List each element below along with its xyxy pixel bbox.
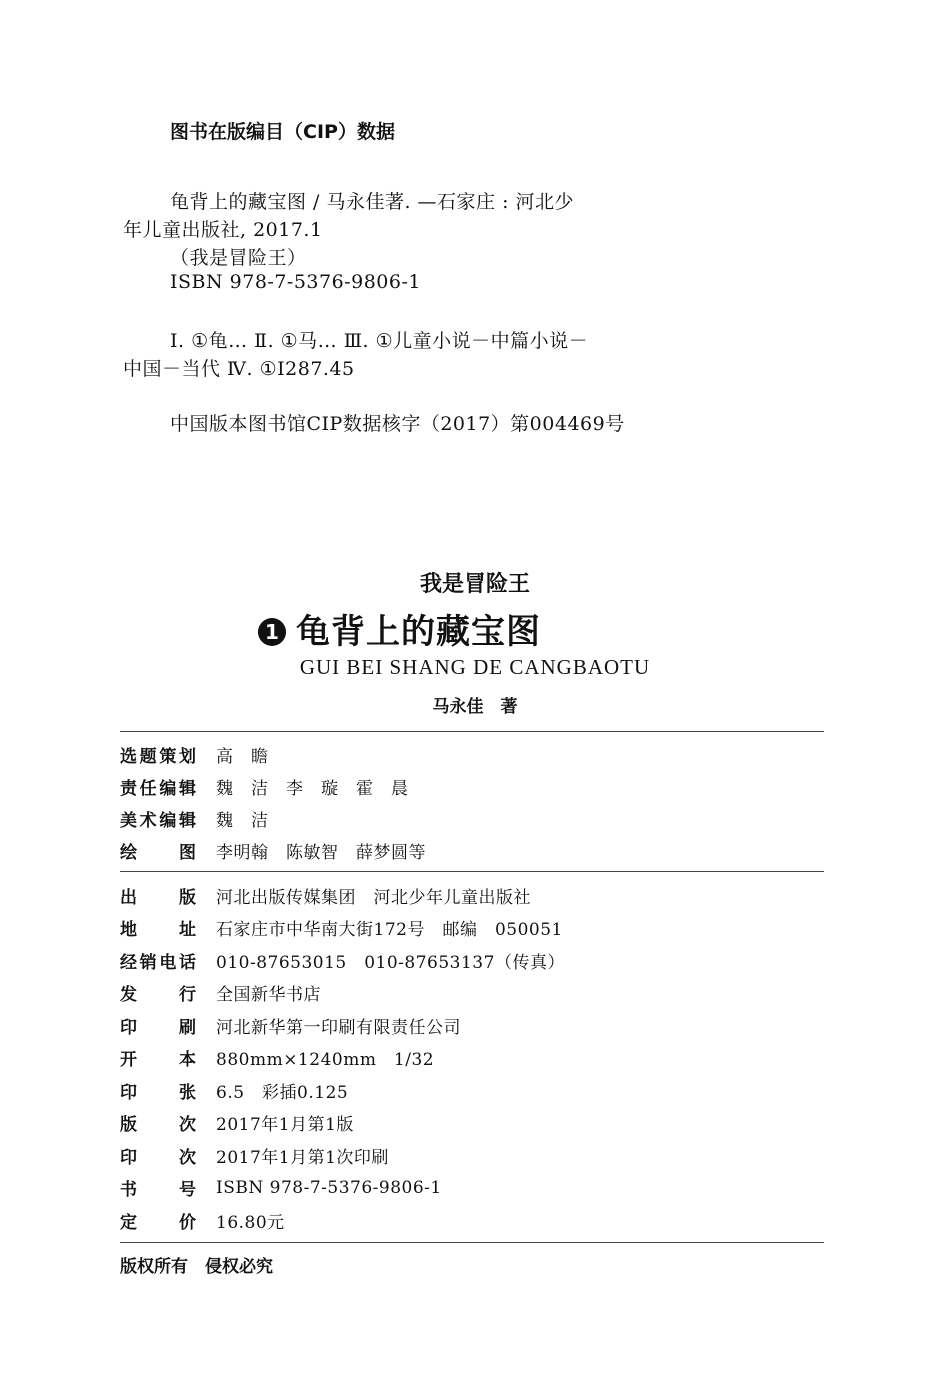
info-row [120, 978, 321, 1008]
info-row [120, 880, 531, 910]
info-label-char: 美 [120, 810, 137, 831]
info-label [120, 1110, 196, 1135]
info-row [120, 1140, 389, 1170]
info-row [120, 1108, 354, 1138]
book-title [258, 604, 541, 653]
info-label-char: 印 [120, 1147, 137, 1168]
info-row [120, 1010, 461, 1040]
info-label-char: 编 [159, 810, 177, 831]
info-row [120, 835, 426, 865]
info-value: 李明翰 陈敏智 薛梦圆等 [216, 842, 426, 863]
author-line: 马永佳 著 [432, 697, 518, 717]
info-label [120, 774, 196, 799]
info-label-char: 图 [179, 842, 196, 863]
book-title-pinyin: GUI BEI SHANG DE CANGBAOTU [299, 655, 651, 679]
divider [120, 1242, 824, 1243]
cip-line: 年儿童出版社, 2017.1 [123, 219, 323, 241]
info-label-char: 题 [139, 746, 157, 767]
info-label [120, 1143, 196, 1168]
info-label-char: 次 [179, 1115, 196, 1135]
info-row [120, 1043, 434, 1073]
info-label [120, 742, 196, 767]
info-label-char: 号 [179, 1180, 196, 1200]
info-value: 010-87653015 010-87653137（传真） [216, 952, 565, 973]
info-label-char: 版 [179, 887, 196, 908]
info-row [120, 1075, 348, 1105]
info-label-char: 销 [139, 952, 157, 973]
info-label [120, 1045, 196, 1070]
cip-line: 中国－当代 Ⅳ. ①I287.45 [123, 358, 355, 380]
cip-line: （我是冒险王） [170, 247, 307, 269]
info-label-char: 发 [120, 985, 137, 1005]
info-label-char: 责 [120, 778, 137, 799]
info-row [120, 945, 565, 975]
info-value: 2017年1月第1版 [216, 1115, 354, 1135]
info-label [120, 883, 196, 908]
info-label-char: 印 [120, 1017, 137, 1038]
info-label [120, 948, 196, 973]
book-title-text: 龟背上的藏宝图 [296, 612, 541, 652]
info-row [120, 913, 563, 943]
divider [120, 871, 824, 872]
info-label-char: 选 [120, 746, 137, 767]
info-label-char: 版 [120, 1115, 137, 1135]
info-value: 魏 洁 [216, 810, 269, 831]
info-label-char: 任 [139, 778, 157, 799]
info-label [120, 838, 196, 863]
info-row [120, 1205, 285, 1235]
info-value: 石家庄市中华南大街172号 邮编 050051 [216, 920, 563, 940]
info-value: 河北出版传媒集团 河北少年儿童出版社 [216, 887, 531, 908]
info-label-char: 定 [120, 1212, 137, 1233]
series-title: 我是冒险王 [419, 572, 530, 597]
info-row [120, 1173, 442, 1203]
info-row [120, 771, 409, 801]
info-value: 880mm×1240mm 1/32 [216, 1050, 435, 1070]
info-label-char: 经 [120, 952, 137, 973]
copyright-notice: 版权所有 侵权必究 [120, 1257, 273, 1277]
volume-number-badge: 1 [258, 618, 286, 646]
info-label-char: 张 [179, 1082, 196, 1103]
info-label-char: 址 [179, 920, 196, 940]
info-label-char: 编 [159, 778, 177, 799]
info-label-char: 策 [159, 746, 177, 767]
info-label-char: 电 [159, 952, 177, 973]
info-label [120, 1013, 196, 1038]
cip-line: 龟背上的藏宝图 / 马永佳著. —石家庄 : 河北少 [170, 191, 575, 213]
info-label-char: 印 [120, 1082, 137, 1103]
info-label-char: 价 [179, 1212, 196, 1233]
cip-heading: 图书在版编目（CIP）数据 [170, 121, 395, 143]
info-label-char: 辑 [178, 778, 196, 799]
info-value: 全国新华书店 [216, 985, 321, 1005]
info-label-char: 开 [120, 1050, 137, 1070]
info-label-char: 书 [120, 1180, 137, 1200]
cip-line: ISBN 978-7-5376-9806-1 [170, 271, 421, 293]
info-value: 高 瞻 [216, 746, 269, 767]
info-row [120, 803, 269, 833]
info-value: 河北新华第一印刷有限责任公司 [216, 1017, 461, 1038]
info-label-char: 绘 [120, 842, 137, 863]
info-label-char: 出 [120, 887, 137, 908]
info-label-char: 划 [178, 746, 196, 767]
info-label [120, 915, 196, 940]
info-value: 16.80元 [216, 1212, 285, 1233]
info-label-char: 术 [139, 810, 157, 831]
info-label-char: 刷 [179, 1017, 196, 1038]
info-label-char: 话 [178, 952, 196, 973]
info-label [120, 806, 196, 831]
info-label [120, 980, 196, 1005]
info-label-char: 行 [179, 985, 196, 1005]
info-value: 6.5 彩插0.125 [216, 1082, 349, 1103]
cip-line: Ⅰ. ①龟… Ⅱ. ①马… Ⅲ. ①儿童小说－中篇小说－ [170, 330, 589, 352]
info-value: 魏 洁 李 璇 霍 晨 [216, 778, 409, 799]
info-value: 2017年1月第1次印刷 [216, 1147, 389, 1168]
info-label-char: 地 [120, 920, 137, 940]
cip-line: 中国版本图书馆CIP数据核字（2017）第004469号 [170, 413, 625, 435]
info-label [120, 1175, 196, 1200]
info-label-char: 辑 [178, 810, 196, 831]
info-value: ISBN 978-7-5376-9806-1 [216, 1177, 442, 1198]
info-label [120, 1208, 196, 1233]
info-label-char: 次 [179, 1147, 196, 1168]
info-label [120, 1078, 196, 1103]
info-row [120, 739, 269, 769]
info-label-char: 本 [179, 1050, 196, 1070]
divider [120, 731, 824, 732]
